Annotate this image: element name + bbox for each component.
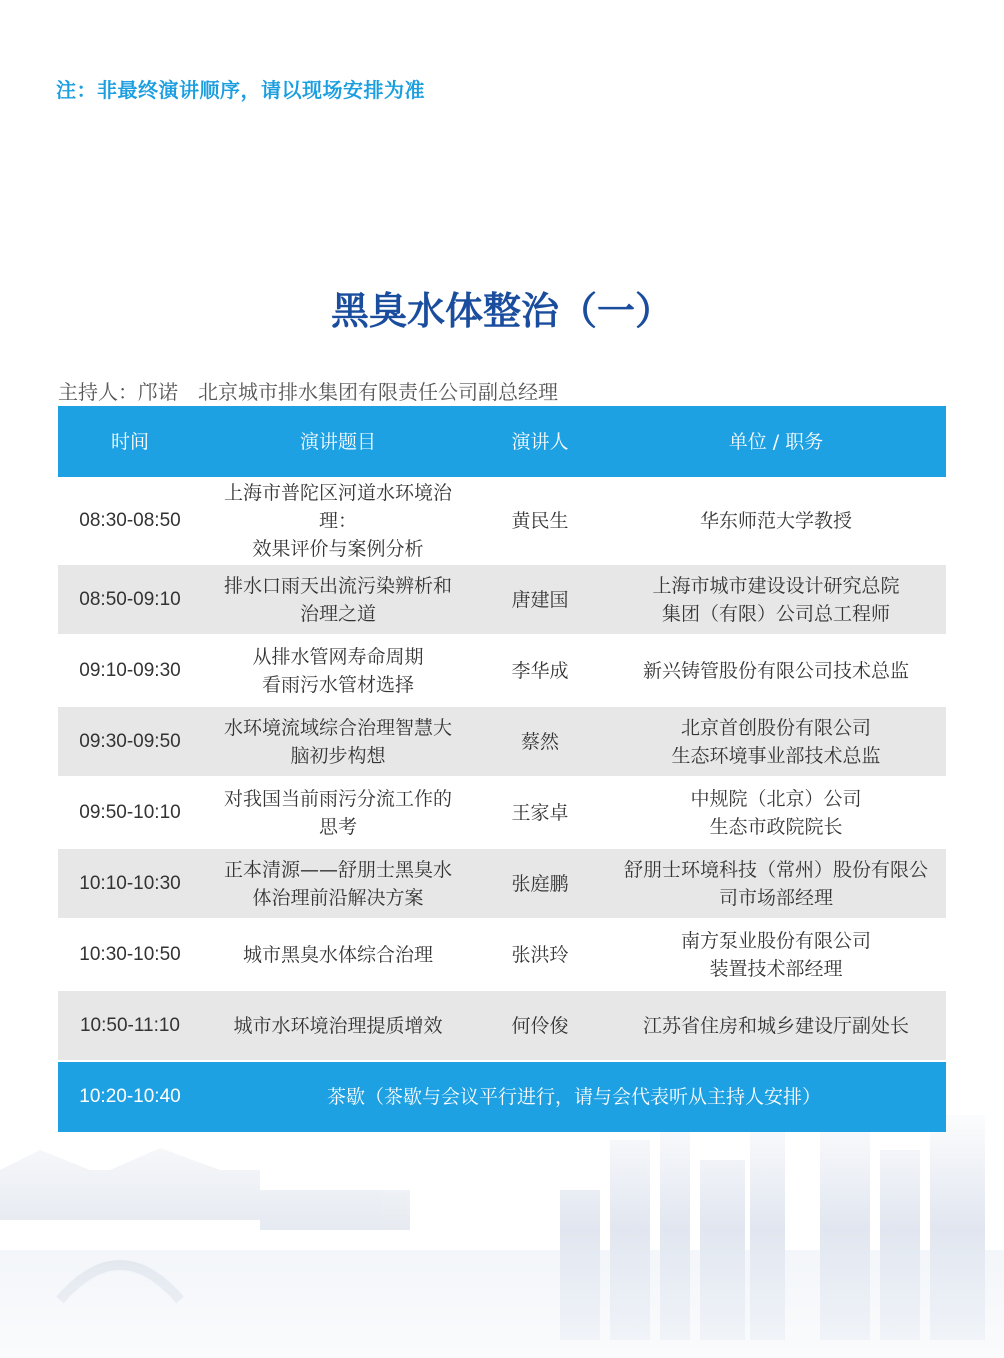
host-line: 主持人：邝诺 北京城市排水集团有限责任公司副总经理 <box>58 380 558 404</box>
row-topic: 城市黑臭水体综合治理 <box>202 919 474 990</box>
row-speaker: 张洪玲 <box>474 919 606 990</box>
row-org: 舒朋士环境科技（常州）股份有限公 司市场部经理 <box>606 848 946 919</box>
row-org: 新兴铸管股份有限公司技术总监 <box>606 635 946 706</box>
table-row <box>58 564 946 635</box>
city-skyline-background <box>0 1100 1004 1358</box>
header-time: 时间 <box>110 430 149 453</box>
row-org: 华东师范大学教授 <box>606 478 946 564</box>
row-time: 09:50-10:10 <box>58 777 202 848</box>
header-topic: 演讲题目 <box>299 430 376 453</box>
row-speaker: 何伶俊 <box>474 990 606 1061</box>
row-org: 江苏省住房和城乡建设厅副处长 <box>606 990 946 1061</box>
table-row <box>58 478 946 564</box>
table-row <box>58 990 946 1061</box>
header-org: 单位 / 职务 <box>728 430 824 453</box>
row-speaker: 蔡然 <box>474 706 606 777</box>
table-header-row <box>58 406 946 478</box>
row-org: 上海市城市建设设计研究总院 集团（有限）公司总工程师 <box>606 564 946 635</box>
row-topic: 城市水环境治理提质增效 <box>202 990 474 1061</box>
table-row <box>58 635 946 706</box>
row-speaker: 王家卓 <box>474 777 606 848</box>
row-speaker: 黄民生 <box>474 478 606 564</box>
row-org: 中规院（北京）公司 生态市政院院长 <box>606 777 946 848</box>
row-time: 09:30-09:50 <box>58 706 202 777</box>
row-time: 08:30-08:50 <box>58 478 202 564</box>
row-speaker: 张庭鹏 <box>474 848 606 919</box>
table-row <box>58 706 946 777</box>
row-time: 10:30-10:50 <box>58 919 202 990</box>
session-title: 黑臭水体整治（一） <box>330 289 673 333</box>
row-time: 08:50-09:10 <box>58 564 202 635</box>
break-text: 茶歇（茶歇与会议平行进行，请与会代表听从主持人安排） <box>202 1061 946 1132</box>
row-topic: 正本清源——舒朋士黑臭水 体治理前沿解决方案 <box>202 848 474 919</box>
row-topic: 对我国当前雨污分流工作的 思考 <box>202 777 474 848</box>
row-time: 10:50-11:10 <box>58 990 202 1061</box>
table-row <box>58 777 946 848</box>
schedule-table <box>58 406 946 1132</box>
row-speaker: 唐建国 <box>474 564 606 635</box>
break-time: 10:20-10:40 <box>58 1061 202 1132</box>
row-org: 北京首创股份有限公司 生态环境事业部技术总监 <box>606 706 946 777</box>
table-row <box>58 848 946 919</box>
row-topic: 排水口雨天出流污染辨析和 治理之道 <box>202 564 474 635</box>
row-speaker: 李华成 <box>474 635 606 706</box>
row-time: 10:10-10:30 <box>58 848 202 919</box>
break-row <box>58 1061 946 1132</box>
header-speaker: 演讲人 <box>511 430 569 453</box>
table-row <box>58 919 946 990</box>
note-text: 注：非最终演讲顺序，请以现场安排为准 <box>56 78 425 102</box>
row-time: 09:10-09:30 <box>58 635 202 706</box>
row-topic: 水环境流域综合治理智慧大 脑初步构想 <box>202 706 474 777</box>
row-topic: 上海市普陀区河道水环境治 理： 效果评价与案例分析 <box>202 478 474 564</box>
row-org: 南方泵业股份有限公司 装置技术部经理 <box>606 919 946 990</box>
row-topic: 从排水管网寿命周期 看雨污水管材选择 <box>202 635 474 706</box>
